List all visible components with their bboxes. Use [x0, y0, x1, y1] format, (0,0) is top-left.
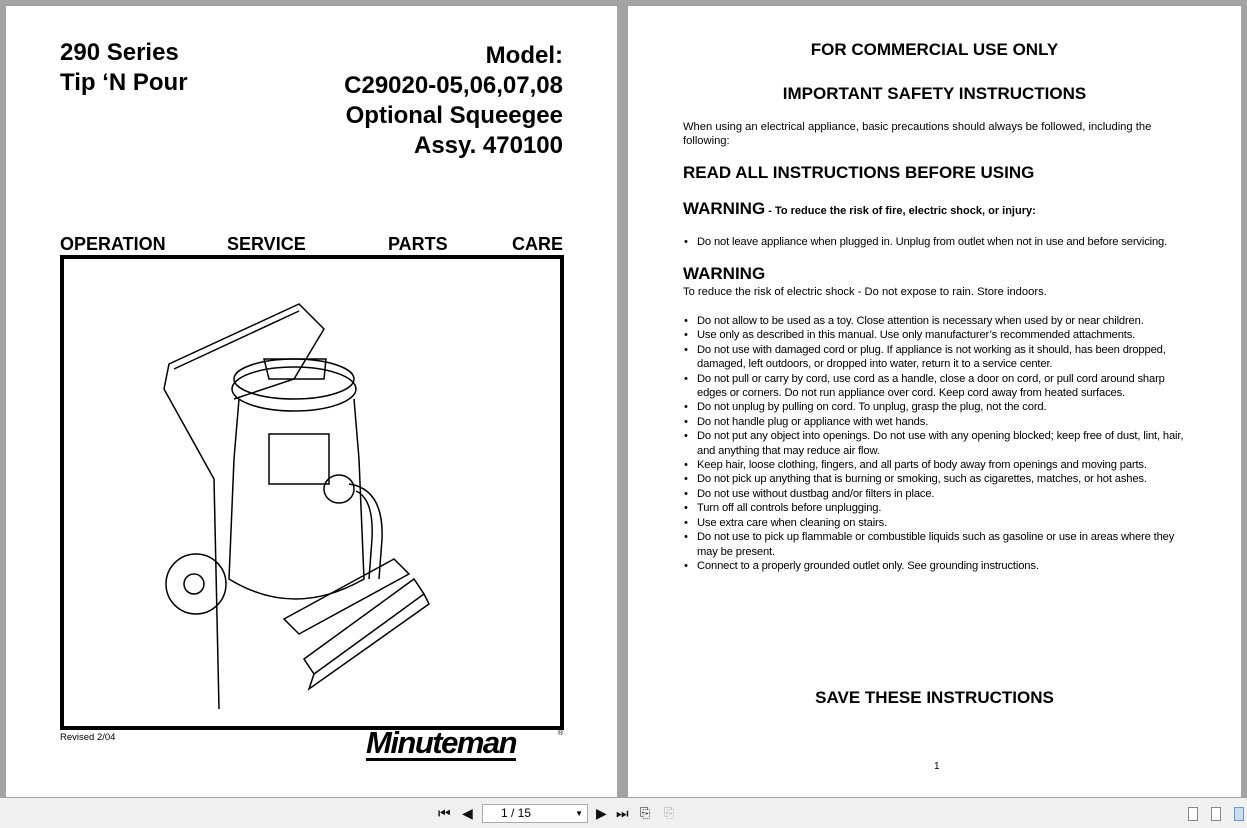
safety-list — [683, 314, 1193, 573]
single-page-view-icon[interactable] — [1188, 807, 1198, 821]
model-line: C29020-05,06,07,08 — [344, 72, 563, 99]
insert-page-icon[interactable]: ⎘ — [664, 805, 675, 820]
warning-2-label: WARNING — [683, 264, 766, 283]
read-all-heading: READ ALL INSTRUCTIONS BEFORE USING — [683, 163, 1035, 182]
list-item: • Do not use to pick up flammable or combustible liquids such as gasoline or use in areas where they may be present. — [683, 530, 1193, 559]
warning-2-text: To reduce the risk of electric shock - Do not expose to rain. Store indoors. — [683, 286, 1047, 298]
chevron-down-icon: ▼ — [575, 809, 583, 818]
list-item: • Do not allow to be used as a toy. Close attention is necessary when used by or near children. — [683, 314, 1193, 328]
revised-date: Revised 2/04 — [60, 732, 116, 743]
pdf-toolbar — [0, 798, 1247, 828]
intro-text: When using an electrical appliance, basic precautions should always be followed, including the following: — [683, 121, 1152, 148]
title-line: 290 Series — [60, 39, 179, 66]
vacuum-illustration — [64, 259, 560, 726]
last-page-icon[interactable]: ⏭ — [616, 805, 629, 821]
list-item: • Do not handle plug or appliance with wet hands. — [683, 415, 1193, 429]
two-page-view-icon[interactable] — [1234, 807, 1244, 821]
registered-mark: ® — [558, 730, 564, 737]
product-illustration-frame — [60, 255, 564, 730]
model-line: Optional Squeegee — [345, 102, 563, 129]
warning-label: WARNING — [683, 199, 766, 218]
title-line: Tip ‘N Pour — [60, 69, 188, 96]
continuous-view-icon[interactable] — [1211, 807, 1221, 821]
safety-heading: IMPORTANT SAFETY INSTRUCTIONS — [782, 84, 1087, 103]
list-item: • Do not put any object into openings. Do not use with any opening blocked; keep free of dust, lint, hair, and anything that may reduce air flow. — [683, 429, 1193, 458]
list-item: • Turn off all controls before unplugging. — [683, 501, 1193, 515]
model-info — [344, 41, 563, 161]
list-item: • Do not unplug by pulling on cord. To unplug, grasp the plug, not the cord. — [683, 400, 1193, 414]
list-item: • Keep hair, loose clothing, fingers, and all parts of body away from openings and moving parts. — [683, 458, 1193, 472]
pdf-page-1 — [6, 6, 617, 797]
list-item: • Use only as described in this manual. Use only manufacturer’s recommended attachments. — [683, 328, 1193, 342]
warning-text: - To reduce the risk of fire, electric shock, or injury: — [765, 205, 1036, 217]
pdf-page-2 — [628, 6, 1241, 797]
series-title — [60, 38, 188, 98]
list-item: • Do not pull or carry by cord, use cord as a handle, close a door on cord, or pull cord around sharp edges or corners. Do not run appliance over cord. Keep cord away from heated surfaces. — [683, 372, 1193, 401]
section-care: CARE — [512, 234, 564, 254]
section-parts: PARTS — [388, 234, 448, 254]
section-operation: OPERATION — [60, 234, 166, 254]
warning-1 — [683, 199, 1036, 219]
prev-page-icon[interactable]: ◀ — [462, 805, 473, 821]
list-item: • Do not use without dustbag and/or filters in place. — [683, 487, 1193, 501]
section-service: SERVICE — [227, 234, 306, 254]
page-number-select[interactable] — [482, 804, 588, 823]
next-page-icon[interactable]: ▶ — [596, 805, 607, 821]
page-number: 1 — [934, 761, 940, 772]
first-page-icon[interactable]: ⏮ — [438, 805, 451, 821]
list-item: • Connect to a properly grounded outlet only. See grounding instructions. — [683, 559, 1193, 573]
list-item: • Do not pick up anything that is burning or smoking, such as cigarettes, matches, or hot ashes. — [683, 472, 1193, 486]
model-line: Assy. 470100 — [413, 132, 563, 159]
commercial-use-heading: FOR COMMERCIAL USE ONLY — [810, 40, 1059, 59]
list-item: • Use extra care when cleaning on stairs. — [683, 516, 1193, 530]
minuteman-logo: Minuteman — [366, 725, 517, 760]
warning-1-list — [683, 235, 1193, 249]
page-display: 1 / 15 — [501, 806, 532, 820]
extract-page-icon[interactable]: ⎘ — [640, 805, 651, 820]
model-line: Model: — [485, 42, 563, 69]
save-instructions: SAVE THESE INSTRUCTIONS — [815, 688, 1054, 707]
list-item: • Do not leave appliance when plugged in. Unplug from outlet when not in use and before servicing. — [683, 235, 1193, 249]
list-item: • Do not use with damaged cord or plug. If appliance is not working as it should, has been dropped, damaged, left outdoors, or dropped into water, return it to a service center. — [683, 343, 1193, 372]
